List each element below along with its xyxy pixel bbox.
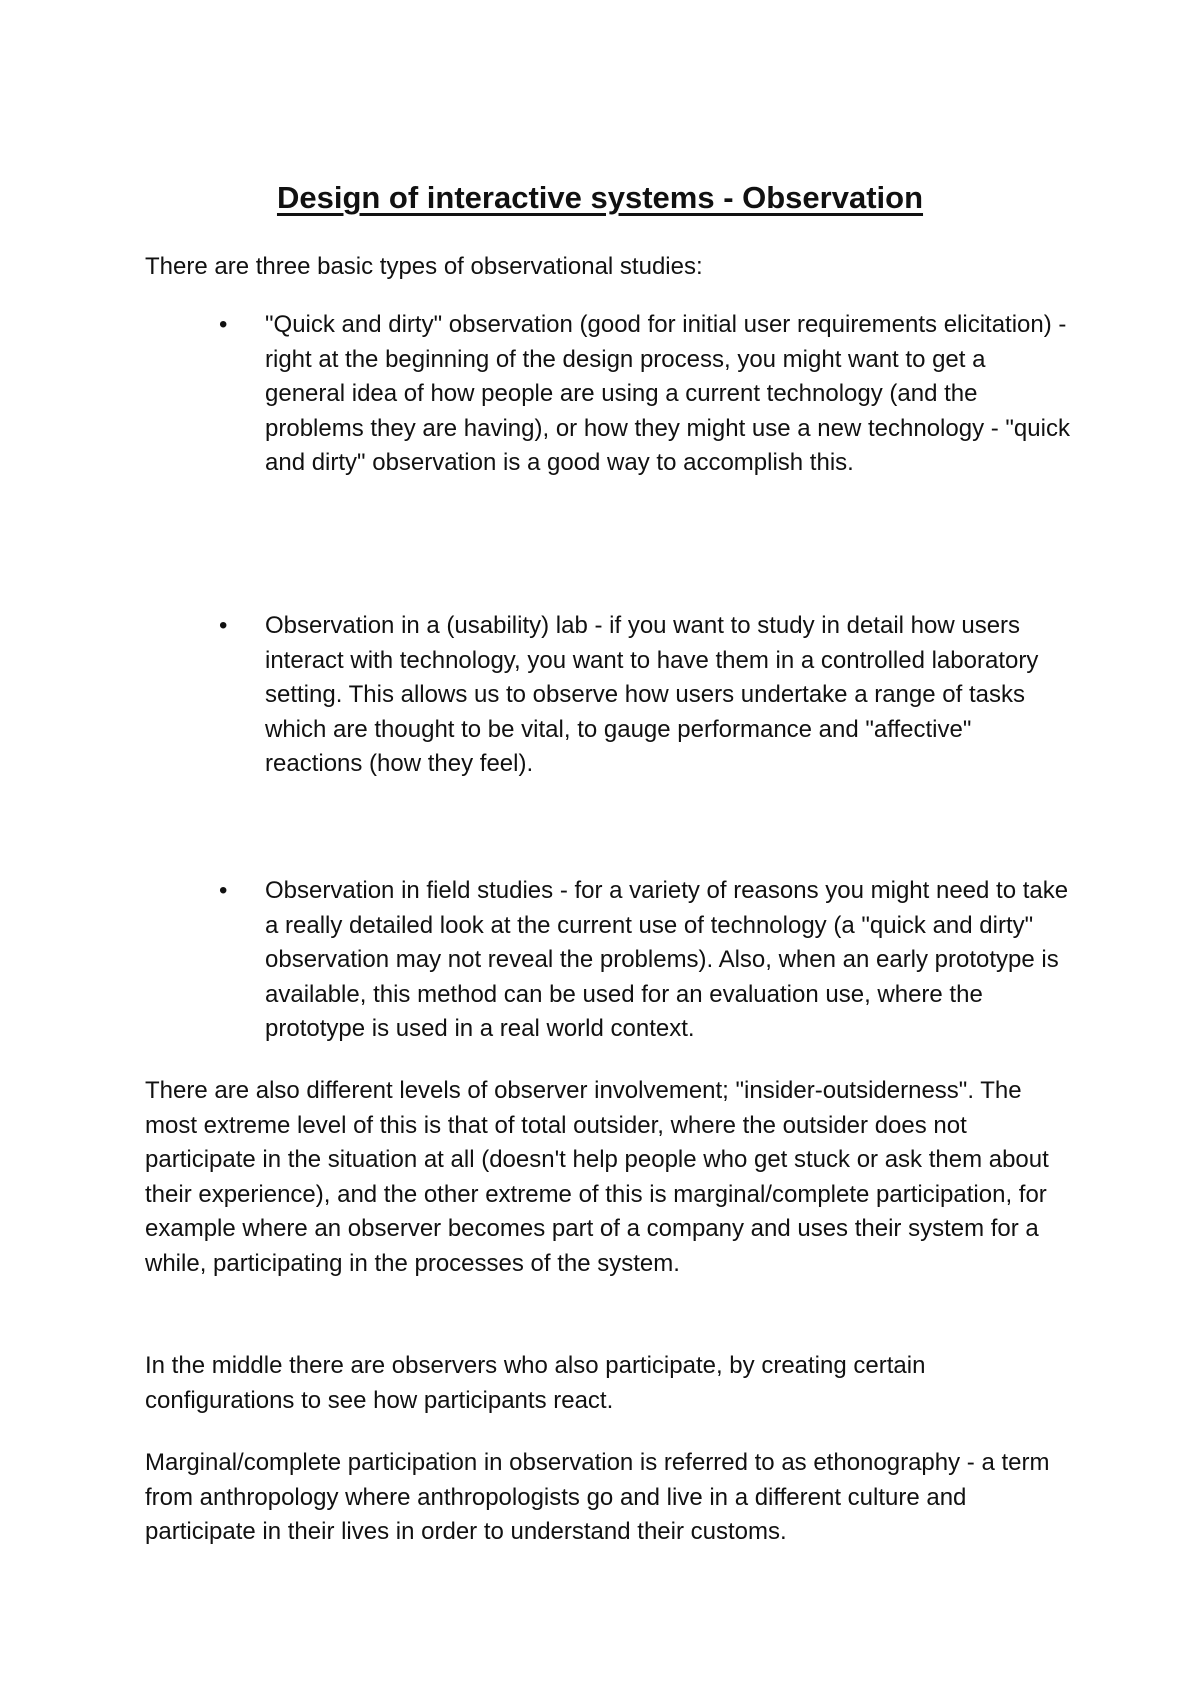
list-item: [219, 609, 1070, 782]
paragraph-middle-observers: In the middle there are observers who also participate, by creating certain configurations to see how participants react.: [145, 1352, 926, 1414]
paragraph-involvement: There are also different levels of observer involvement; "insider-outsiderness". The most extreme level of this is that of total outsider, where the outsider does not participate in the situation at all (doesn't help people who get stuck or ask them about their experience), and the other extreme of this is marginal/complete participation, for example where an observer becomes part of a company and uses their system for a while, participating in the processes of the system.: [145, 1077, 1049, 1277]
intro-text: There are three basic types of observational studies:: [145, 253, 703, 280]
list-item-text: "Quick and dirty" observation (good for initial user requirements elicitation) - right at the beginning of the design process, you might want to get a general idea of how people are using a current technology (and the problems they are having), or how they might use a new technology - "quick and dirty" observation is a good way to accomplish this.: [265, 311, 1070, 476]
bullet-icon: •: [219, 877, 228, 904]
list-item: [219, 874, 1070, 1047]
list-item-text: Observation in field studies - for a variety of reasons you might need to take a really detailed look at the current use of technology (a "quick and dirty" observation may not reveal the problems). Also, when an early prototype is available, this method can be used for an evaluation use, where the prototype is used in a real world context.: [265, 877, 1069, 1042]
document-title: Design of interactive systems - Observation: [276, 180, 924, 215]
list-item-text: Observation in a (usability) lab - if you want to study in detail how users interact with technology, you want to have them in a controlled laboratory setting. This allows us to observe how users undertake a range of tasks which are thought to be vital, to gauge performance and "affective" reactions (how they feel).: [265, 612, 1039, 777]
paragraph-ethnography: Marginal/complete participation in observation is referred to as ethonography - a term from anthropology where anthropologists go and live in a different culture and participate in their lives in order to understand their customs.: [145, 1449, 1050, 1545]
bullet-icon: •: [219, 311, 228, 338]
list-item: [219, 308, 1070, 481]
bullet-icon: •: [219, 612, 228, 639]
